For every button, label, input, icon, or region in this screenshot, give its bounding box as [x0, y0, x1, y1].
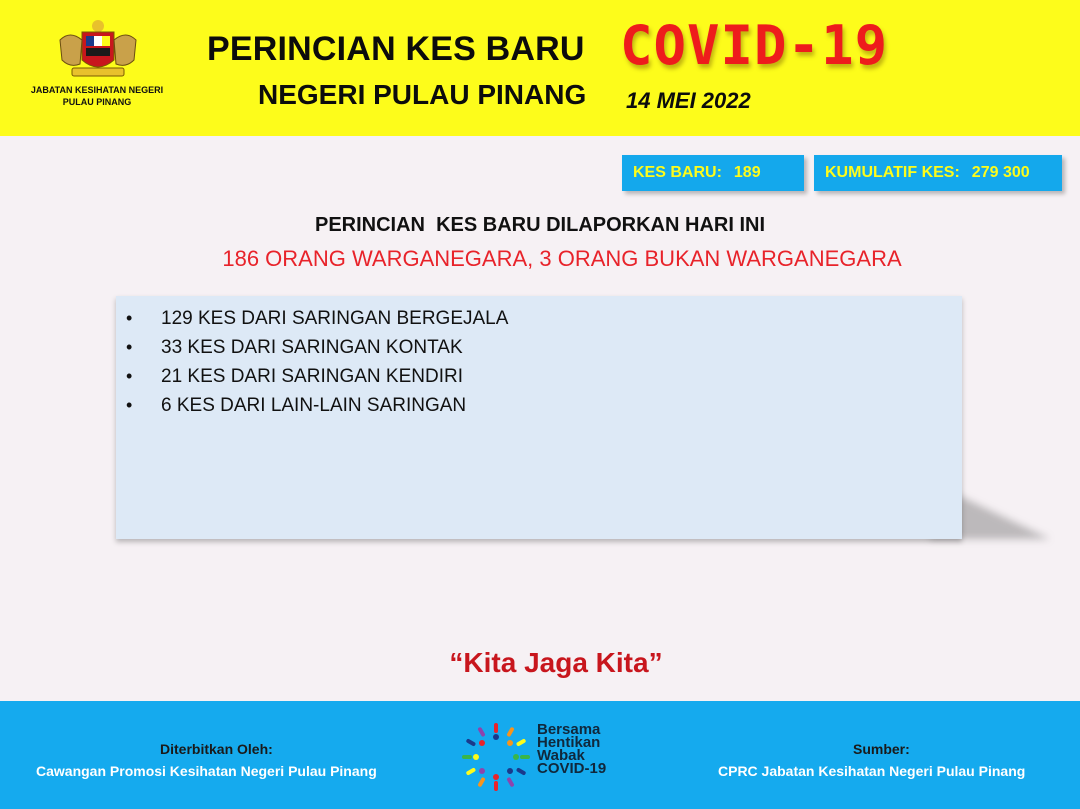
report-date: 14 MEI 2022: [626, 88, 751, 113]
title-line-1: PERINCIAN KES BARU: [207, 30, 585, 68]
details-heading: PERINCIAN KES BARU DILAPORKAN HARI INI: [314, 214, 766, 236]
cumulative-cases-badge: [814, 155, 1062, 191]
bullet-icon: •: [126, 366, 133, 386]
header-banner: [0, 0, 1080, 136]
published-by-label: Diterbitkan Oleh:: [160, 741, 273, 757]
agency-name: [8, 84, 186, 108]
bullet-icon: •: [126, 308, 133, 328]
title-line-2: NEGERI PULAU PINANG: [258, 79, 587, 110]
cumulative-value: 279 300: [971, 164, 1030, 181]
case-breakdown-list: [116, 296, 962, 420]
list-item-text: 129 KES DARI SARINGAN BERGEJALA: [161, 308, 509, 329]
list-item: [116, 304, 962, 333]
source-label: Sumber:: [853, 741, 910, 757]
campaign-logo-icon: [456, 717, 536, 797]
campaign-logo-text: [537, 723, 606, 775]
campaign-line-3: Wabak: [537, 747, 585, 764]
list-item-text: 21 KES DARI SARINGAN KENDIRI: [161, 366, 463, 387]
list-item-text: 6 KES DARI LAIN-LAIN SARINGAN: [161, 395, 467, 416]
list-item: [116, 362, 962, 391]
campaign-line-1: Bersama: [537, 721, 601, 738]
list-item: [116, 333, 962, 362]
details-subheading: 186 ORANG WARGANEGARA, 3 ORANG BUKAN WARGANEGARA: [222, 246, 902, 271]
campaign-line-4: COVID-19: [537, 760, 607, 777]
new-cases-badge: [622, 155, 804, 191]
covid-title: COVID-19: [620, 14, 889, 77]
coat-of-arms-icon: [52, 18, 144, 80]
campaign-line-2: Hentikan: [537, 734, 601, 751]
agency-line-2: PULAU PINANG: [62, 97, 132, 107]
list-item: [116, 391, 962, 420]
new-cases-value: 189: [733, 164, 761, 181]
agency-line-1: JABATAN KESIHATAN NEGERI: [30, 85, 164, 95]
bullet-icon: •: [126, 395, 133, 415]
new-cases-label: KES BARU:: [633, 164, 722, 181]
case-breakdown-box: [116, 296, 962, 539]
source-name: CPRC Jabatan Kesihatan Negeri Pulau Pinang: [718, 763, 1026, 779]
slogan: “Kita Jaga Kita”: [449, 647, 663, 678]
list-item-text: 33 KES DARI SARINGAN KONTAK: [161, 337, 463, 358]
cumulative-label: KUMULATIF KES:: [825, 164, 960, 181]
published-by-name: Cawangan Promosi Kesihatan Negeri Pulau Pinang: [36, 763, 377, 779]
bullet-icon: •: [126, 337, 133, 357]
footer-banner: [0, 701, 1080, 809]
